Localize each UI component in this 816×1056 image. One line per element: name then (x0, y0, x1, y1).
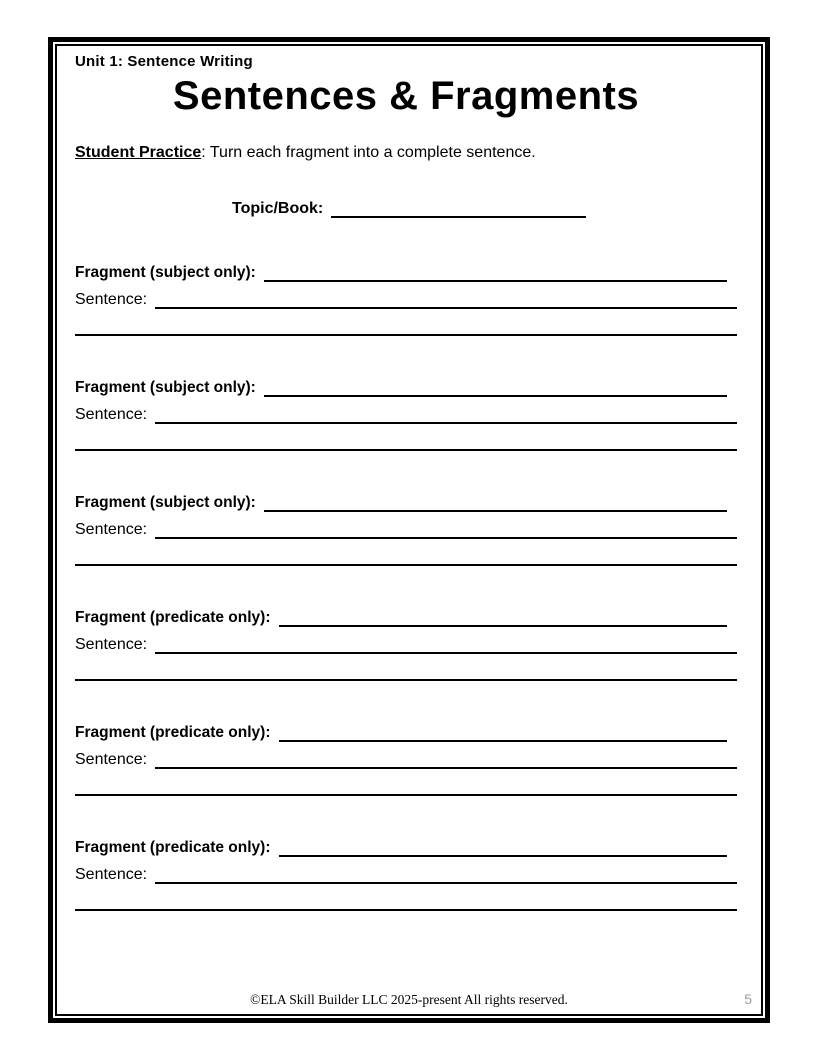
sentence-input-line[interactable] (155, 307, 737, 309)
sentence-input-line[interactable] (155, 767, 737, 769)
fragment-label: Fragment (subject only): (75, 494, 256, 511)
page-number: 5 (744, 991, 752, 1007)
fragment-input-line[interactable] (279, 855, 728, 857)
practice-sections (75, 254, 737, 911)
fragment-label: Fragment (predicate only): (75, 609, 271, 626)
sentence-input-line[interactable] (155, 882, 737, 884)
sentence-row (75, 857, 737, 884)
fragment-row (75, 714, 737, 742)
sentence-continuation-line[interactable] (75, 794, 737, 796)
fragment-label: Fragment (predicate only): (75, 724, 271, 741)
instruction-text: : Turn each fragment into a complete sentence. (201, 144, 536, 161)
unit-label: Unit 1: Sentence Writing (75, 53, 253, 70)
sentence-continuation-line[interactable] (75, 564, 737, 566)
sentence-continuation-line[interactable] (75, 679, 737, 681)
sentence-row (75, 627, 737, 654)
page-border-outer (48, 37, 770, 1023)
instruction-label: Student Practice (75, 144, 202, 161)
topic-book-row (232, 194, 737, 218)
sentence-input-line[interactable] (155, 537, 737, 539)
practice-section-2 (75, 369, 737, 451)
fragment-input-line[interactable] (264, 395, 727, 397)
worksheet-content (57, 46, 761, 1014)
fragment-label: Fragment (subject only): (75, 264, 256, 281)
practice-section-3 (75, 484, 737, 566)
continuation-row (75, 309, 737, 336)
page-title: Sentences & Fragments (172, 74, 640, 118)
continuation-row (75, 769, 737, 796)
fragment-row (75, 829, 737, 857)
sentence-label: Sentence: (75, 636, 148, 653)
continuation-row (75, 884, 737, 911)
sentence-row (75, 397, 737, 424)
sentence-continuation-line[interactable] (75, 449, 737, 451)
practice-section-5 (75, 714, 737, 796)
fragment-label: Fragment (subject only): (75, 379, 256, 396)
sentence-label: Sentence: (75, 751, 148, 768)
sentence-continuation-line[interactable] (75, 334, 737, 336)
sentence-label: Sentence: (75, 291, 148, 308)
sentence-input-line[interactable] (155, 652, 737, 654)
practice-section-1 (75, 254, 737, 336)
fragment-row (75, 599, 737, 627)
practice-section-4 (75, 599, 737, 681)
continuation-row (75, 539, 737, 566)
sentence-row (75, 742, 737, 769)
topic-book-input-line[interactable] (331, 216, 586, 218)
sentence-label: Sentence: (75, 406, 148, 423)
fragment-input-line[interactable] (279, 625, 728, 627)
copyright-text: ©ELA Skill Builder LLC 2025-present All rights reserved. (250, 992, 568, 1007)
fragment-input-line[interactable] (264, 510, 727, 512)
continuation-row (75, 424, 737, 451)
sentence-continuation-line[interactable] (75, 909, 737, 911)
page-border-inner (55, 44, 763, 1016)
topic-book-label: Topic/Book: (232, 200, 324, 217)
continuation-row (75, 654, 737, 681)
practice-section-6 (75, 829, 737, 911)
instruction-line (75, 143, 737, 163)
fragment-label: Fragment (predicate only): (75, 839, 271, 856)
fragment-row (75, 369, 737, 397)
sentence-label: Sentence: (75, 521, 148, 538)
sentence-row (75, 512, 737, 539)
sentence-input-line[interactable] (155, 422, 737, 424)
fragment-row (75, 254, 737, 282)
fragment-input-line[interactable] (279, 740, 728, 742)
fragment-row (75, 484, 737, 512)
sentence-label: Sentence: (75, 866, 148, 883)
sentence-row (75, 282, 737, 309)
fragment-input-line[interactable] (264, 280, 727, 282)
